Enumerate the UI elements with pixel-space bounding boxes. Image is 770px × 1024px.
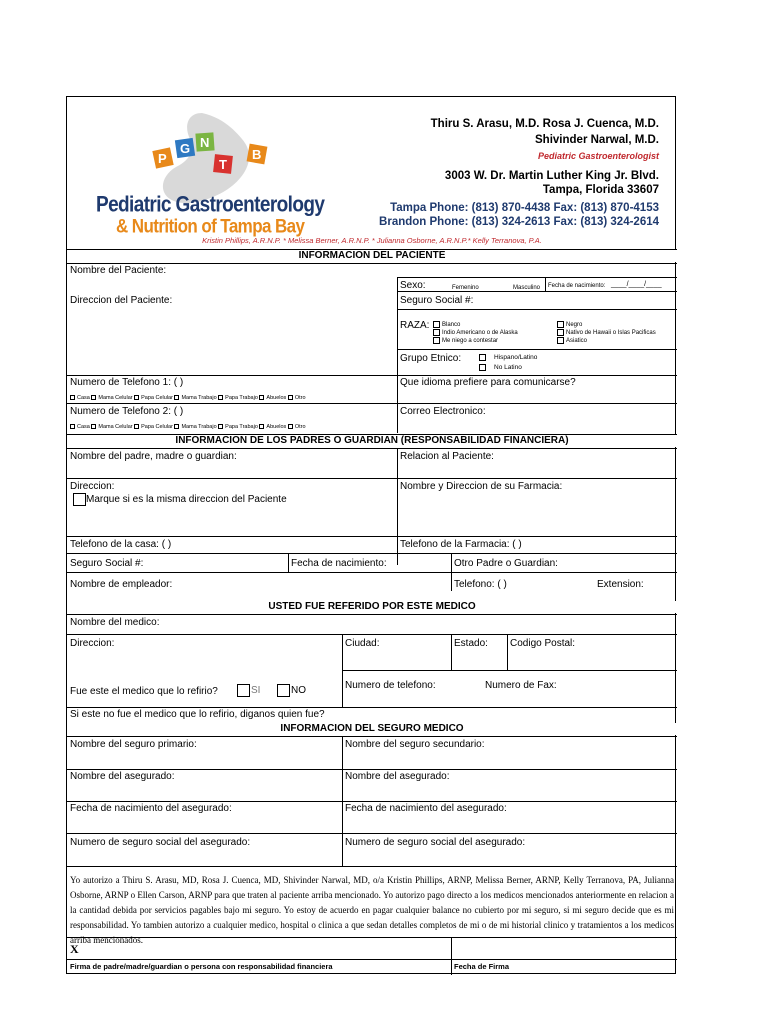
logo-name-line1: Pediatric Gastroenterology [96,193,325,218]
phone1-papa-celular-text: Papa Celular [141,395,173,401]
phone1-options[interactable] [70,394,306,403]
dob-label: Fecha de nacimiento: [548,283,606,289]
race-asian-option[interactable] [557,336,587,346]
phone2-papa-celular-checkbox[interactable] [134,424,139,429]
insured-name-2-label: Nombre del asegurado: [345,771,450,782]
phone2-otro-checkbox[interactable] [288,424,293,429]
phone2-mama-trabajo-text: Mama Trabajo [181,424,217,430]
doctors-line1: Thiru S. Arasu, M.D. Rosa J. Cuenca, M.D. [430,118,659,130]
sex-female-option[interactable]: Femenino [452,285,479,291]
zip-label: Codigo Postal: [510,638,576,649]
phone1-casa-text: Casa [77,395,90,401]
phone2-mama-celular-checkbox[interactable] [91,424,96,429]
phone2-mama-celular-text: Mama Celular [98,424,133,430]
referred-question: Fue este el medico que lo refirio? [70,686,218,697]
phone2-mama-trabajo-checkbox[interactable] [174,424,179,429]
registration-form [66,96,676,974]
referred-yes-checkbox[interactable] [237,684,250,697]
insured-ssn-label: Numero de seguro social del asegurado: [70,837,251,848]
date-field[interactable] [455,941,673,957]
patient-ssn-label: Seguro Social #: [400,295,474,306]
referred-yes-option[interactable] [237,684,260,697]
pharmacy-phone-label: Telefono de la Farmacia: ( ) [400,539,522,550]
phone2-label: Numero de Telefono 2: ( ) [70,406,184,417]
insured-dob-2-label: Fecha de nacimiento del asegurado: [345,803,507,814]
race-native-checkbox[interactable] [433,329,440,336]
phone1-papa-trabajo-text: Papa Trabajo [225,395,258,401]
logo-name-line2: & Nutrition of Tampa Bay [116,215,305,237]
referred-yes-text: SI [251,685,261,697]
referred-no-text: NO [291,685,306,697]
doctors-line2: Shivinder Narwal, M.D. [535,134,659,146]
logo-letter-b: B [252,147,262,162]
doctor-name-label: Nombre del medico: [70,617,160,628]
language-label: Que idioma prefiere para comunicarse? [400,377,576,388]
signature-x-mark: X [70,942,79,956]
race-black-text: Negro [566,322,583,328]
phone2-casa-checkbox[interactable] [70,424,75,429]
secondary-insurance-label: Nombre del seguro secundario: [345,739,485,750]
race-asian-checkbox[interactable] [557,337,564,344]
phone1-mama-celular-checkbox[interactable] [91,395,96,400]
phone1-papa-trabajo-checkbox[interactable] [218,395,223,400]
signature-label: Firma de padre/madre/guardian o persona con responsabilidad financiera [70,962,333,971]
staff-line: Kristin Phillips, A.R.N.P. * Melissa Berner, A.R.N.P. * Julianna Osborne, A.R.N.P.* Kelly Terranova, P.A. [202,236,542,245]
logo-letter-n: N [200,135,210,150]
pharmacy-label: Nombre y Direccion de su Farmacia: [400,481,563,492]
insured-ssn-2-label: Numero de seguro social del asegurado: [345,837,526,848]
phone2-casa-text: Casa [77,424,90,430]
referred-no-option[interactable] [277,684,306,697]
specialty: Pediatric Gastroenterologist [537,151,659,161]
tampa-phone: Tampa Phone: (813) 870-4438 Fax: (813) 870-4153 [390,202,659,214]
patient-name-label: Nombre del Paciente: [70,265,167,276]
phone1-otro-checkbox[interactable] [288,395,293,400]
brandon-phone: Brandon Phone: (813) 324-2613 Fax: (813) 324-2614 [379,216,659,228]
phone1-label: Numero de Telefono 1: ( ) [70,377,184,388]
same-address-option[interactable] [73,493,287,506]
signature-field[interactable] [81,941,447,957]
practice-logo [92,105,332,235]
city-label: Ciudad: [345,638,380,649]
doctor-fax-label: Numero de Fax: [485,680,557,691]
state-label: Estado: [454,638,488,649]
hispanic-option[interactable] [479,353,537,362]
not-latino-option[interactable] [479,363,522,372]
race-black-checkbox[interactable] [557,321,564,328]
race-white-text: Blanco [442,322,461,328]
address-line2: Tampa, Florida 33607 [542,184,659,196]
insured-name-label: Nombre del asegurado: [70,771,175,782]
referred-no-checkbox[interactable] [277,684,290,697]
same-address-text: Marque si es la misma direccion del Paciente [86,494,287,506]
race-white-checkbox[interactable] [433,321,440,328]
same-address-checkbox[interactable] [73,493,86,506]
authorization-text: Yo autorizo a Thiru S. Arasu, MD, Rosa J. Cuenca, MD, Shivinder Narwal, MD, o/a Kristin Phillips, ARNP, Melissa Berner, ARNP, Kelly Terranova, PA, Julianna Osborne, ARNP o Ellen Carson, ARNP para que traten al paciente arriba mencionado. Yo autorizo pago directo a los medicos mencionados anteriormente en relacion a la cantidad debida por servicios pagables bajo mi seguro. Yo estoy de acuerdo en pagar cualquier balance no cubierto por mi seguro, si mi seguro decide que es mi responsabilidad. Yo tambien autorizo a cualquier medico, hospital o clinica a que sedan detalles completos de mi o de mi historial clinico y tratamientos a los medicos arriba mencionados. [70,875,674,945]
doctor-address-label: Direccion: [70,638,115,649]
not-latino-text: No Latino [494,364,522,371]
race-decline-checkbox[interactable] [433,337,440,344]
phone1-abuelos-text: Abuelos [266,395,287,401]
date-label: Fecha de Firma [454,962,510,971]
other-parent-label: Otro Padre o Guardian: [454,558,558,569]
phone2-options[interactable] [70,423,306,432]
employer-phone-label: Telefono: ( ) [454,579,507,590]
ethnic-label: Grupo Etnico: [400,353,462,364]
referral-section-title: USTED FUE REFERIDO POR ESTE MEDICO [67,601,677,613]
extension-label: Extension: [597,579,644,590]
phone1-abuelos-checkbox[interactable] [259,395,264,400]
phone1-mama-celular-text: Mama Celular [98,395,133,401]
guardian-ssn-label: Seguro Social #: [70,558,144,569]
phone2-abuelos-text: Abuelos [266,424,287,430]
race-decline-option[interactable] [433,336,498,346]
phone2-abuelos-checkbox[interactable] [259,424,264,429]
sex-label[interactable]: Sexo: [400,280,426,291]
relation-label: Relacion al Paciente: [400,451,494,462]
guardian-name-label: Nombre del padre, madre o guardian: [70,451,237,462]
who-referred-question: Si este no fue el medico que lo refirio, diganos quien fue? [70,709,325,720]
race-hawaiian-text: Nativo de Hawaii o Islas Pacificas [566,330,656,336]
guardian-dob-label: Fecha de nacimiento: [291,558,387,569]
dob-blank[interactable]: ____/____/____ [611,281,662,288]
guardian-address-label: Direccion: [70,481,115,492]
logo-letter-g: G [180,141,191,156]
insured-dob-label: Fecha de nacimiento del asegurado: [70,803,232,814]
phone2-papa-trabajo-text: Papa Trabajo [225,424,258,430]
hispanic-text: Hispano/Latino [494,354,538,361]
logo-letter-p: P [158,151,167,166]
race-asian-text: Asiatico [566,338,588,344]
hispanic-checkbox[interactable] [479,354,486,361]
race-label: RAZA: [400,320,430,331]
logo-letter-t: T [219,157,227,172]
patient-address-label: Direccion del Paciente: [70,295,173,306]
race-hawaiian-checkbox[interactable] [557,329,564,336]
employer-label: Nombre de empleador: [70,579,173,590]
phone2-papa-trabajo-checkbox[interactable] [218,424,223,429]
phone2-papa-celular-text: Papa Celular [141,424,173,430]
primary-insurance-label: Nombre del seguro primario: [70,739,197,750]
phone1-casa-checkbox[interactable] [70,395,75,400]
email-label: Correo Electronico: [400,406,486,417]
address-line1: 3003 W. Dr. Martin Luther King Jr. Blvd. [444,170,659,182]
guardian-section-title: INFORMACION DE LOS PADRES O GUARDIAN (RESPONSABILIDAD FINANCIERA) [67,435,677,447]
phone1-papa-celular-checkbox[interactable] [134,395,139,400]
sex-male-option[interactable]: Masculino [513,285,541,291]
insurance-section-title: INFORMACION DEL SEGURO MEDICO [67,723,677,735]
phone2-otro-text: Otro [294,424,306,430]
patient-section-title: INFORMACION DEL PACIENTE [67,250,677,262]
home-phone-label: Telefono de la casa: ( ) [70,539,172,550]
phone1-mama-trabajo-text: Mama Trabajo [181,395,217,401]
race-decline-text: Me niego a contestar [442,338,499,344]
phone1-otro-text: Otro [294,395,306,401]
phone1-mama-trabajo-checkbox[interactable] [174,395,179,400]
race-native-text: Indio Americano o de Alaska [442,330,518,336]
not-latino-checkbox[interactable] [479,364,486,371]
doctor-phone-label: Numero de telefono: [345,680,436,691]
